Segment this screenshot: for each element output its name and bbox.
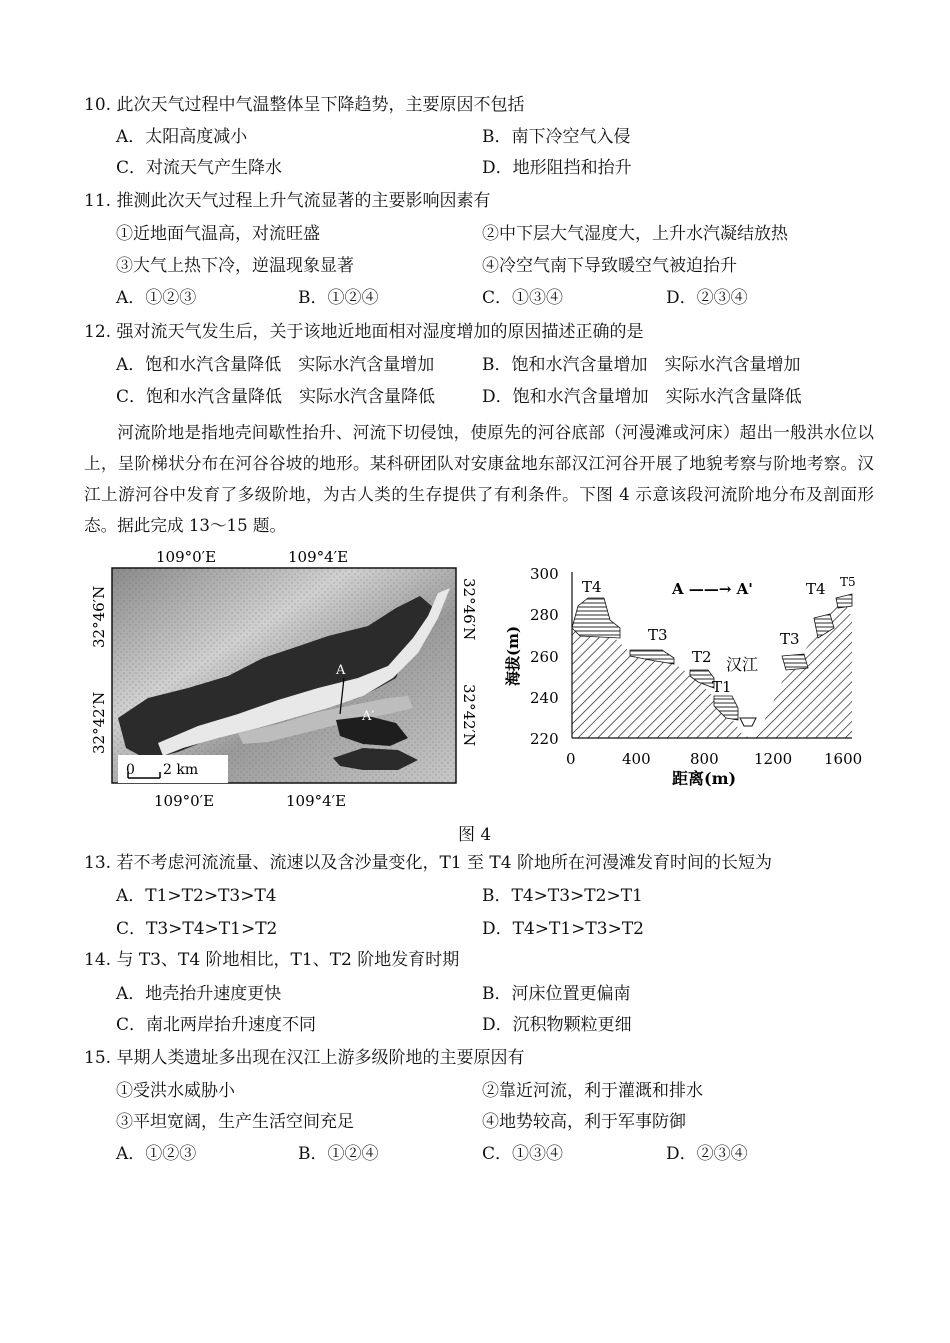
reading-passage: 河流阶地是指地壳间歇性抬升、河流下切侵蚀，使原先的河谷底部（河漫滩或河床）超出一般洪水位以上，呈阶梯状分布在河谷谷坡的地形。某科研团队对安康盆地东部汉江河谷开展了地貌考察与阶地考察。汉江上游河谷中发育了多级阶地，为古人类的生存提供了有利条件。下图 4 示意该段河流阶地分布及剖面形态。据此完成 13～15 题。	[84, 423, 874, 535]
q10-option-c: C．对流天气产生降水	[116, 158, 283, 178]
q11-statement-2: ②中下层大气湿度大，上升水汽凝结放热	[482, 224, 788, 244]
map-scale-label: 2 km	[163, 762, 199, 778]
profile-x-ticks	[566, 750, 862, 768]
q15-statement-1: ①受洪水威胁小	[116, 1081, 235, 1101]
y-tick-240: 240	[530, 689, 559, 707]
q15-option-b: B．①②④	[298, 1144, 379, 1164]
q15-option-a: A．①②③	[116, 1144, 197, 1164]
q11-statement-3: ③大气上热下冷，逆温现象显著	[116, 256, 354, 276]
q14-option-a: A．地壳抬升速度更快	[116, 984, 282, 1004]
q10-option-a: A．太阳高度减小	[116, 127, 248, 147]
profile-river	[740, 718, 756, 726]
profile-t4-left	[572, 598, 620, 638]
q10-option-b: B．南下冷空气入侵	[482, 127, 631, 147]
x-tick-0: 0	[566, 750, 576, 768]
terrace-profile	[500, 558, 880, 790]
q12-option-c: C．饱和水汽含量降低 实际水汽含量降低	[116, 387, 436, 407]
q15-option-d: D．②③④	[666, 1144, 748, 1164]
q10-stem: 10. 此次天气过程中气温整体呈下降趋势，主要原因不包括	[84, 95, 525, 115]
q13-option-c: C．T3>T4>T1>T2	[116, 919, 278, 939]
map-left-lat-2: 32°42′N	[90, 691, 108, 754]
q15-stem: 15. 早期人类遗址多出现在汉江上游多级阶地的主要原因有	[84, 1048, 525, 1068]
x-tick-400: 400	[622, 750, 651, 768]
q13-stem: 13. 若不考虑河流流量、流速以及含沙量变化，T1 至 T4 阶地所在河漫滩发育时间的长短为	[84, 853, 772, 873]
q10-option-d: D．地形阻挡和抬升	[482, 158, 632, 178]
q13-option-b: B．T4>T3>T2>T1	[482, 886, 643, 906]
profile-xlabel: 距离(m)	[672, 769, 737, 788]
profile-bedrock	[572, 602, 852, 738]
q12-option-d: D．饱和水汽含量增加 实际水汽含量降低	[482, 387, 802, 407]
map-top-lon-1: 109°0′E	[156, 548, 217, 566]
q14-option-b: B．河床位置更偏南	[482, 984, 631, 1004]
figure-caption: 图 4	[458, 825, 492, 845]
map-bottom-lon-2: 109°4′E	[286, 792, 347, 810]
map-point-a-prime: A′	[362, 709, 375, 724]
q15-statement-2: ②靠近河流，利于灌溉和排水	[482, 1081, 703, 1101]
map-scale-zero: 0	[126, 762, 135, 778]
q12-stem: 12. 强对流天气发生后，关于该地近地面相对湿度增加的原因描述正确的是	[84, 322, 644, 342]
map-bottom-lon-1: 109°0′E	[154, 792, 215, 810]
label-t3-right: T3	[780, 630, 800, 648]
profile-t3-right	[782, 654, 808, 670]
map-top-lon-2: 109°4′E	[288, 548, 349, 566]
x-tick-1600: 1600	[824, 750, 863, 768]
q11-option-c: C．①③④	[482, 288, 564, 308]
map-left-lat-1: 32°46′N	[90, 585, 108, 648]
profile-ylabel: 海拔(m)	[504, 625, 522, 686]
q11-statement-4: ④冷空气南下导致暖空气被迫抬升	[482, 256, 737, 276]
q15-option-c: C．①③④	[482, 1144, 564, 1164]
q15-statement-4: ④地势较高，利于军事防御	[482, 1112, 686, 1132]
label-t4-right: T4	[806, 580, 826, 598]
q12-option-a: A．饱和水汽含量降低 实际水汽含量增加	[116, 355, 435, 375]
x-tick-800: 800	[690, 750, 719, 768]
q13-option-a: A．T1>T2>T3>T4	[116, 886, 277, 906]
map-right-lat-2: 32°42′N	[460, 684, 478, 747]
profile-direction: A ——→ A'	[672, 580, 753, 598]
x-tick-1200: 1200	[754, 750, 793, 768]
y-tick-220: 220	[530, 730, 559, 748]
q12-option-b: B．饱和水汽含量增加 实际水汽含量增加	[482, 355, 801, 375]
y-tick-260: 260	[530, 648, 559, 666]
label-t2: T2	[692, 648, 712, 666]
label-t1: T1	[712, 678, 732, 696]
y-tick-300: 300	[530, 565, 559, 583]
q14-option-c: C．南北两岸抬升速度不同	[116, 1015, 317, 1035]
q14-stem: 14. 与 T3、T4 阶地相比，T1、T2 阶地发育时期	[84, 950, 460, 970]
q11-option-d: D．②③④	[666, 288, 748, 308]
profile-t5	[836, 594, 852, 608]
q13-option-d: D．T4>T1>T3>T2	[482, 919, 644, 939]
profile-y-ticks	[530, 565, 559, 748]
y-tick-280: 280	[530, 606, 559, 624]
q11-stem: 11. 推测此次天气过程上升气流显著的主要影响因素有	[84, 191, 491, 211]
map-right-lat-1: 32°46′N	[460, 578, 478, 641]
label-t5: T5	[840, 575, 856, 589]
map-point-a: A	[336, 663, 346, 678]
label-t3-left: T3	[648, 626, 668, 644]
q14-option-d: D．沉积物颗粒更细	[482, 1015, 632, 1035]
label-t4-left: T4	[582, 578, 602, 596]
q15-statement-3: ③平坦宽阔，生产生活空间充足	[116, 1112, 354, 1132]
q11-option-b: B．①②④	[298, 288, 379, 308]
label-hanjiang: 汉江	[726, 655, 759, 674]
q11-statement-1: ①近地面气温高，对流旺盛	[116, 224, 320, 244]
terrace-map	[78, 548, 498, 812]
q11-option-a: A．①②③	[116, 288, 197, 308]
